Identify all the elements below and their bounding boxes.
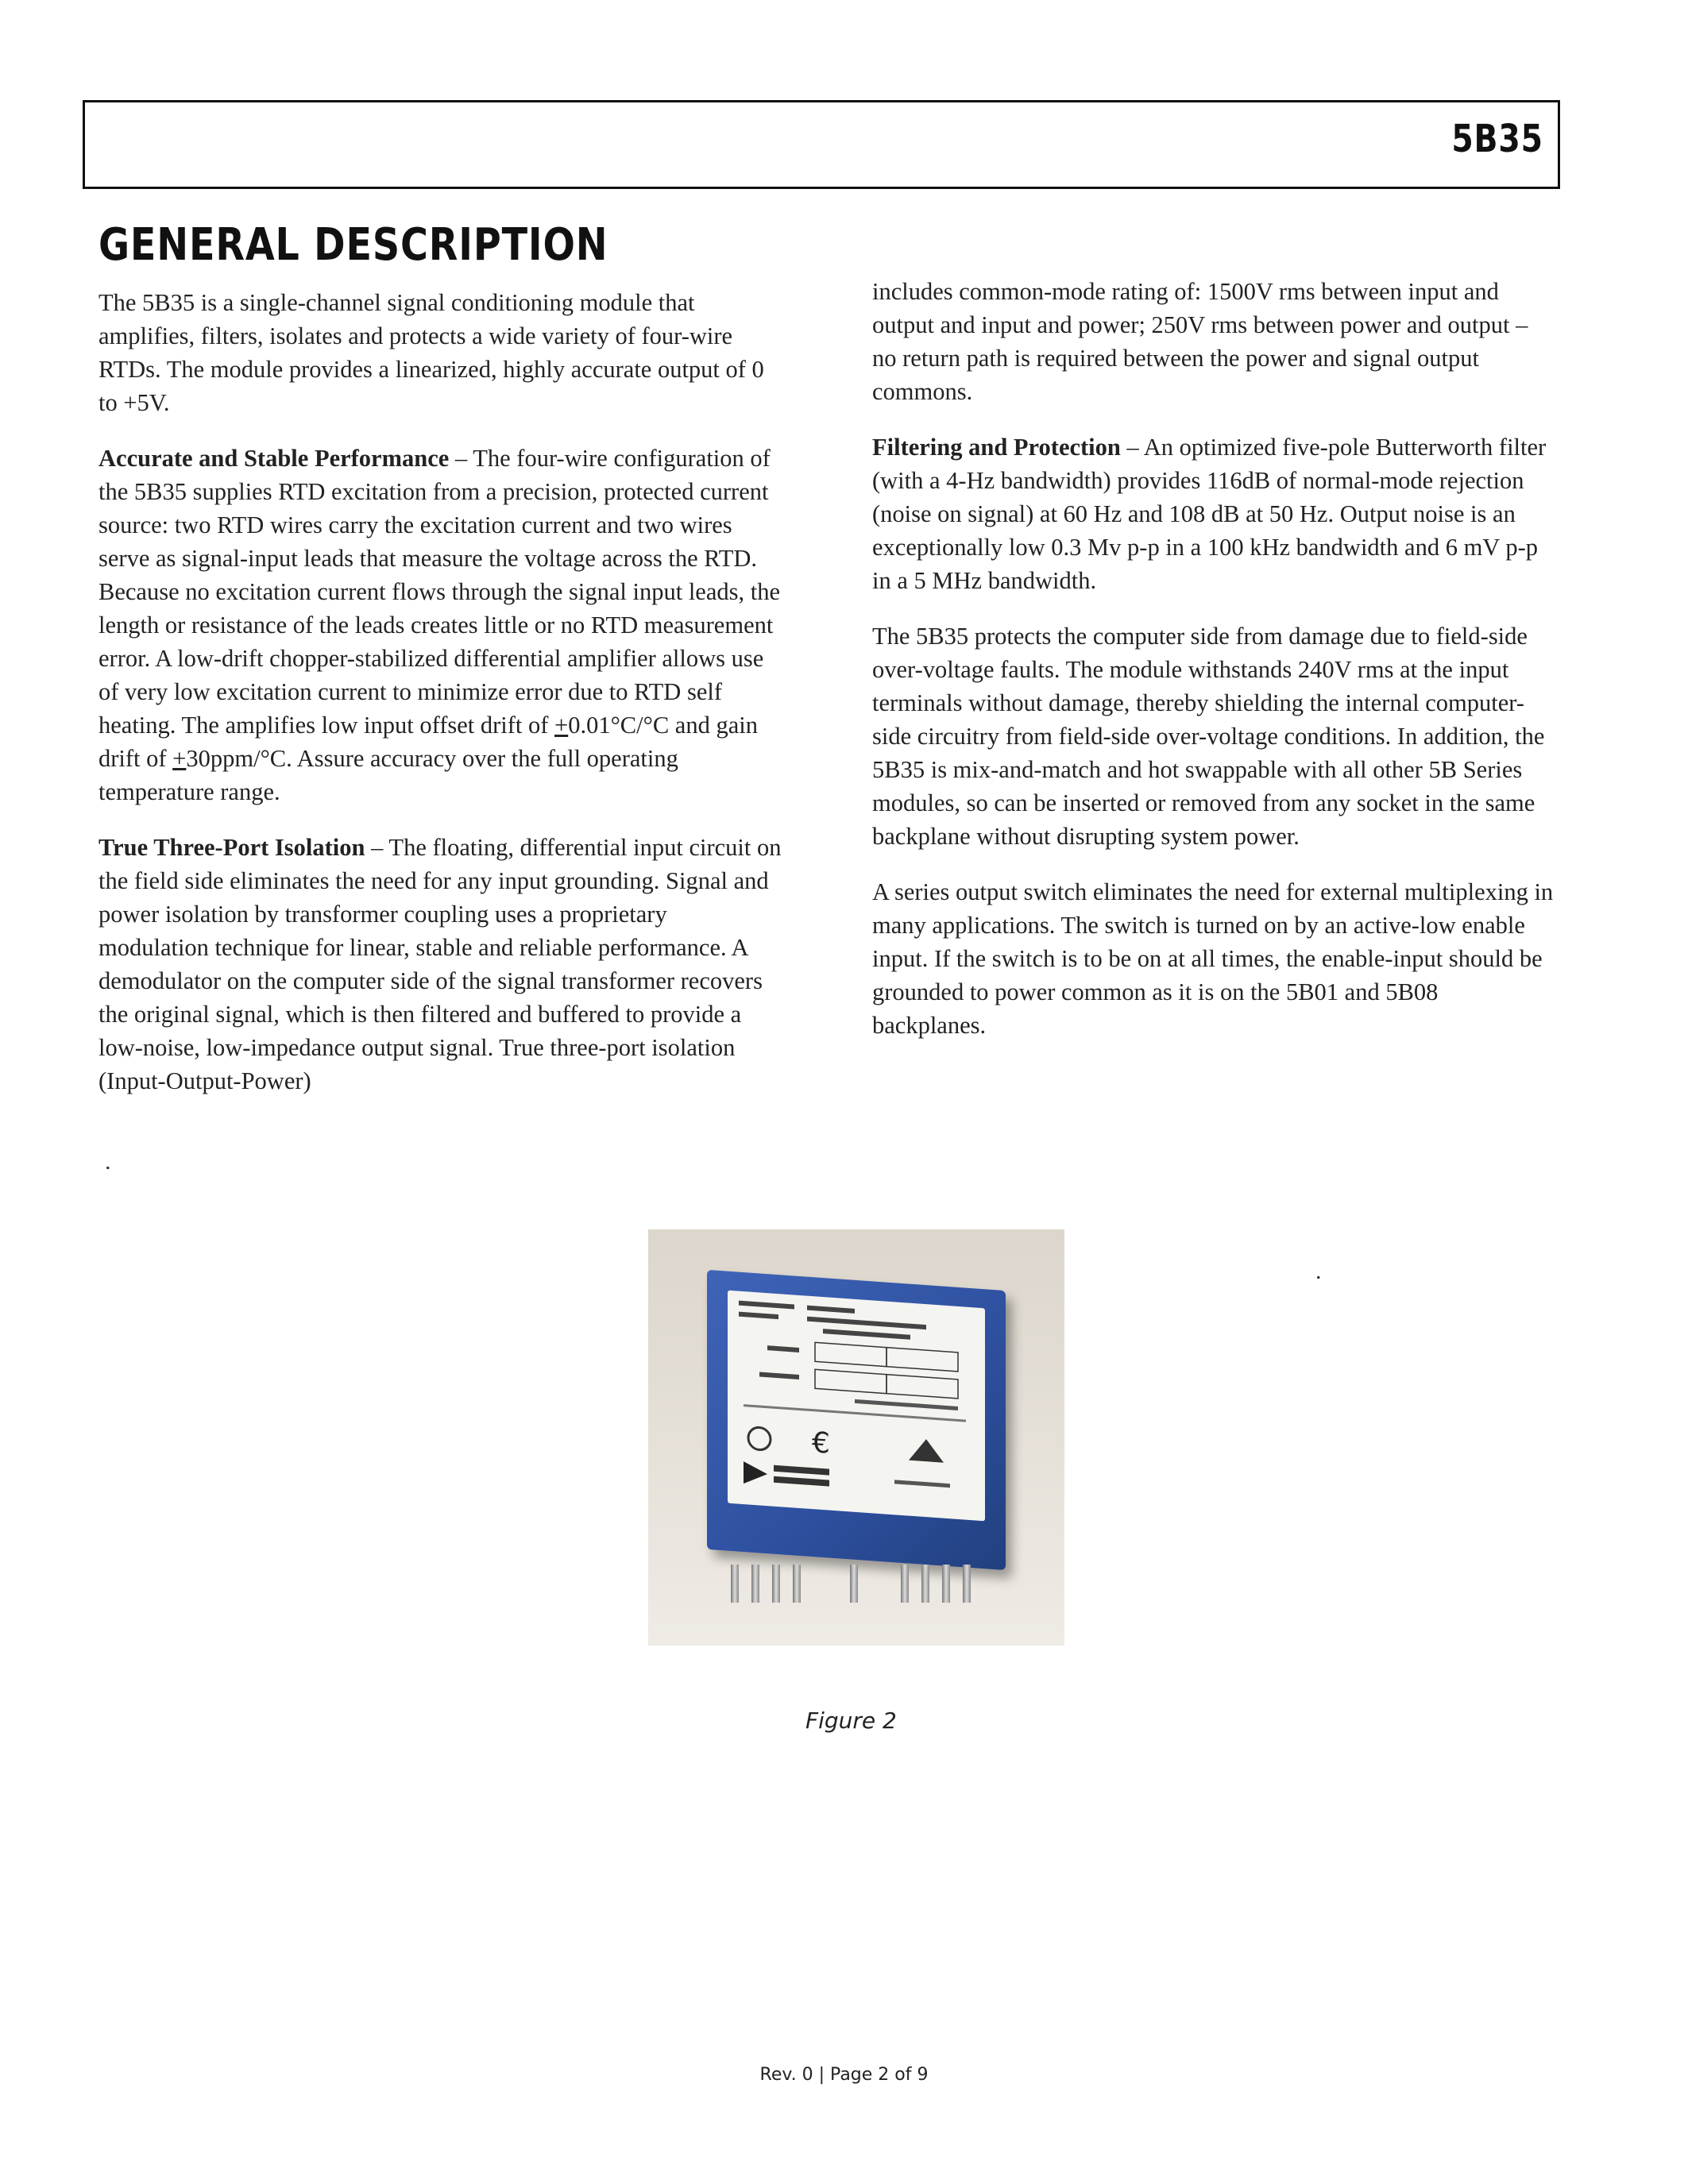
header-box — [83, 100, 1560, 189]
pin — [731, 1565, 739, 1603]
filtering-heading: Filtering and Protection — [872, 434, 1121, 461]
protection-text: The 5B35 protects the computer side from damage due to field-side over-voltage faults. The module withstands 240V rms at the input terminals without damage, thereby shielding the internal computer-side circuitry from field-side over-voltage conditions. In addition, the 5B35 is mix-and-match and hot swappable with all other 5B Series modules, so can be inserted or removed from any socket in the same backplane without disrupting system power. — [872, 623, 1545, 850]
intro-paragraph — [98, 286, 782, 419]
analog-devices-logo-icon — [744, 1461, 767, 1485]
pin — [942, 1565, 950, 1603]
module-label-graphic — [736, 1297, 977, 1512]
left-column — [98, 286, 782, 1120]
part-number: 5B35 — [1451, 117, 1543, 161]
module-label-sticker — [728, 1291, 985, 1522]
filtering-text: – An optimized five-pole Butterworth filter (with a 4-Hz bandwidth) provides 116dB of normal-mode rejection (noise on signal) at 60 Hz and 108 dB at 50 Hz. Output noise is an exceptionally low 0.3 Mv p-p in a 100 kHz bandwidth and 6 mV p-p in a 5 MHz bandwidth. — [872, 434, 1547, 594]
plus-minus-2: + — [172, 745, 187, 772]
accurate-performance-paragraph — [98, 442, 782, 808]
output-switch-paragraph — [872, 875, 1555, 1042]
figure-caption: Figure 2 — [805, 1707, 897, 1734]
stray-dot-left: . — [105, 1148, 111, 1175]
accurate-text-3: 30ppm/°C. Assure accuracy over the full operating temperature range. — [98, 745, 678, 805]
protection-paragraph — [872, 619, 1555, 853]
output-switch-text: A series output switch eliminates the need for external multiplexing in many applications. The switch is turned on by an active-low enable input. If the switch is to be on at all times, the enable-input should be grounded to power common as it is on the 5B01 and 5B08 backplanes. — [872, 878, 1554, 1039]
filtering-paragraph — [872, 430, 1555, 597]
isolation-text: – The floating, differential input circuit on the field side eliminates the need for any input grounding. Signal and power isolation by transformer coupling uses a proprietary modulation technique for linear, stable and reliable performance. A demodulator on the computer side of the signal transformer recovers the original signal, which is then filtered and buffered to provide a low-noise, low-impedance output signal. True three-port isolation (Input-Output-Power) — [98, 834, 782, 1094]
section-title: GENERAL DESCRIPTION — [98, 219, 608, 271]
accurate-performance-heading: Accurate and Stable Performance — [98, 445, 450, 472]
pin — [901, 1565, 909, 1603]
module-photo — [648, 1229, 1064, 1646]
module-housing — [707, 1270, 1006, 1570]
pin — [921, 1565, 929, 1603]
right-column — [872, 275, 1555, 1064]
module-pins — [731, 1565, 993, 1612]
isolation-continued-text: includes common-mode rating of: 1500V rms between input and output and input and power; 250V rms between power and output – no return path is required between the power and signal output commons. — [872, 278, 1528, 405]
pin — [850, 1565, 858, 1603]
plus-minus-1: + — [554, 712, 569, 739]
isolation-heading: True Three-Port Isolation — [98, 834, 365, 861]
page-footer: Rev. 0 | Page 2 of 9 — [759, 2065, 929, 2085]
stray-dot-right: . — [1315, 1258, 1322, 1284]
accurate-text-1: – The four-wire configuration of the 5B35 supplies RTD excitation from a precision, protected current source: two RTD wires carry the excitation current and two wires serve as signal-input leads that measure the voltage across the RTD. Because no excitation current flows through the signal input leads, the length or resistance of the leads creates little or no RTD measurement error. A low-drift chopper-stabilized differential amplifier allows use of very low excitation current to minimize error due to RTD self heating. The amplifies low input offset drift of — [98, 445, 781, 739]
esd-warning-icon — [909, 1438, 944, 1463]
isolation-continued-paragraph — [872, 275, 1555, 408]
accurate-text-2: 0.01°C/°C and gain drift of — [98, 712, 758, 772]
pin — [751, 1565, 759, 1603]
pin — [772, 1565, 780, 1603]
isolation-paragraph — [98, 831, 782, 1098]
pin — [963, 1565, 971, 1603]
ce-mark-icon: € — [812, 1426, 830, 1461]
pin — [793, 1565, 801, 1603]
intro-text: The 5B35 is a single-channel signal conditioning module that amplifies, filters, isolates and protects a wide variety of four-wire RTDs. The module provides a linearized, highly accurate output of 0 to +5V. — [98, 289, 764, 416]
